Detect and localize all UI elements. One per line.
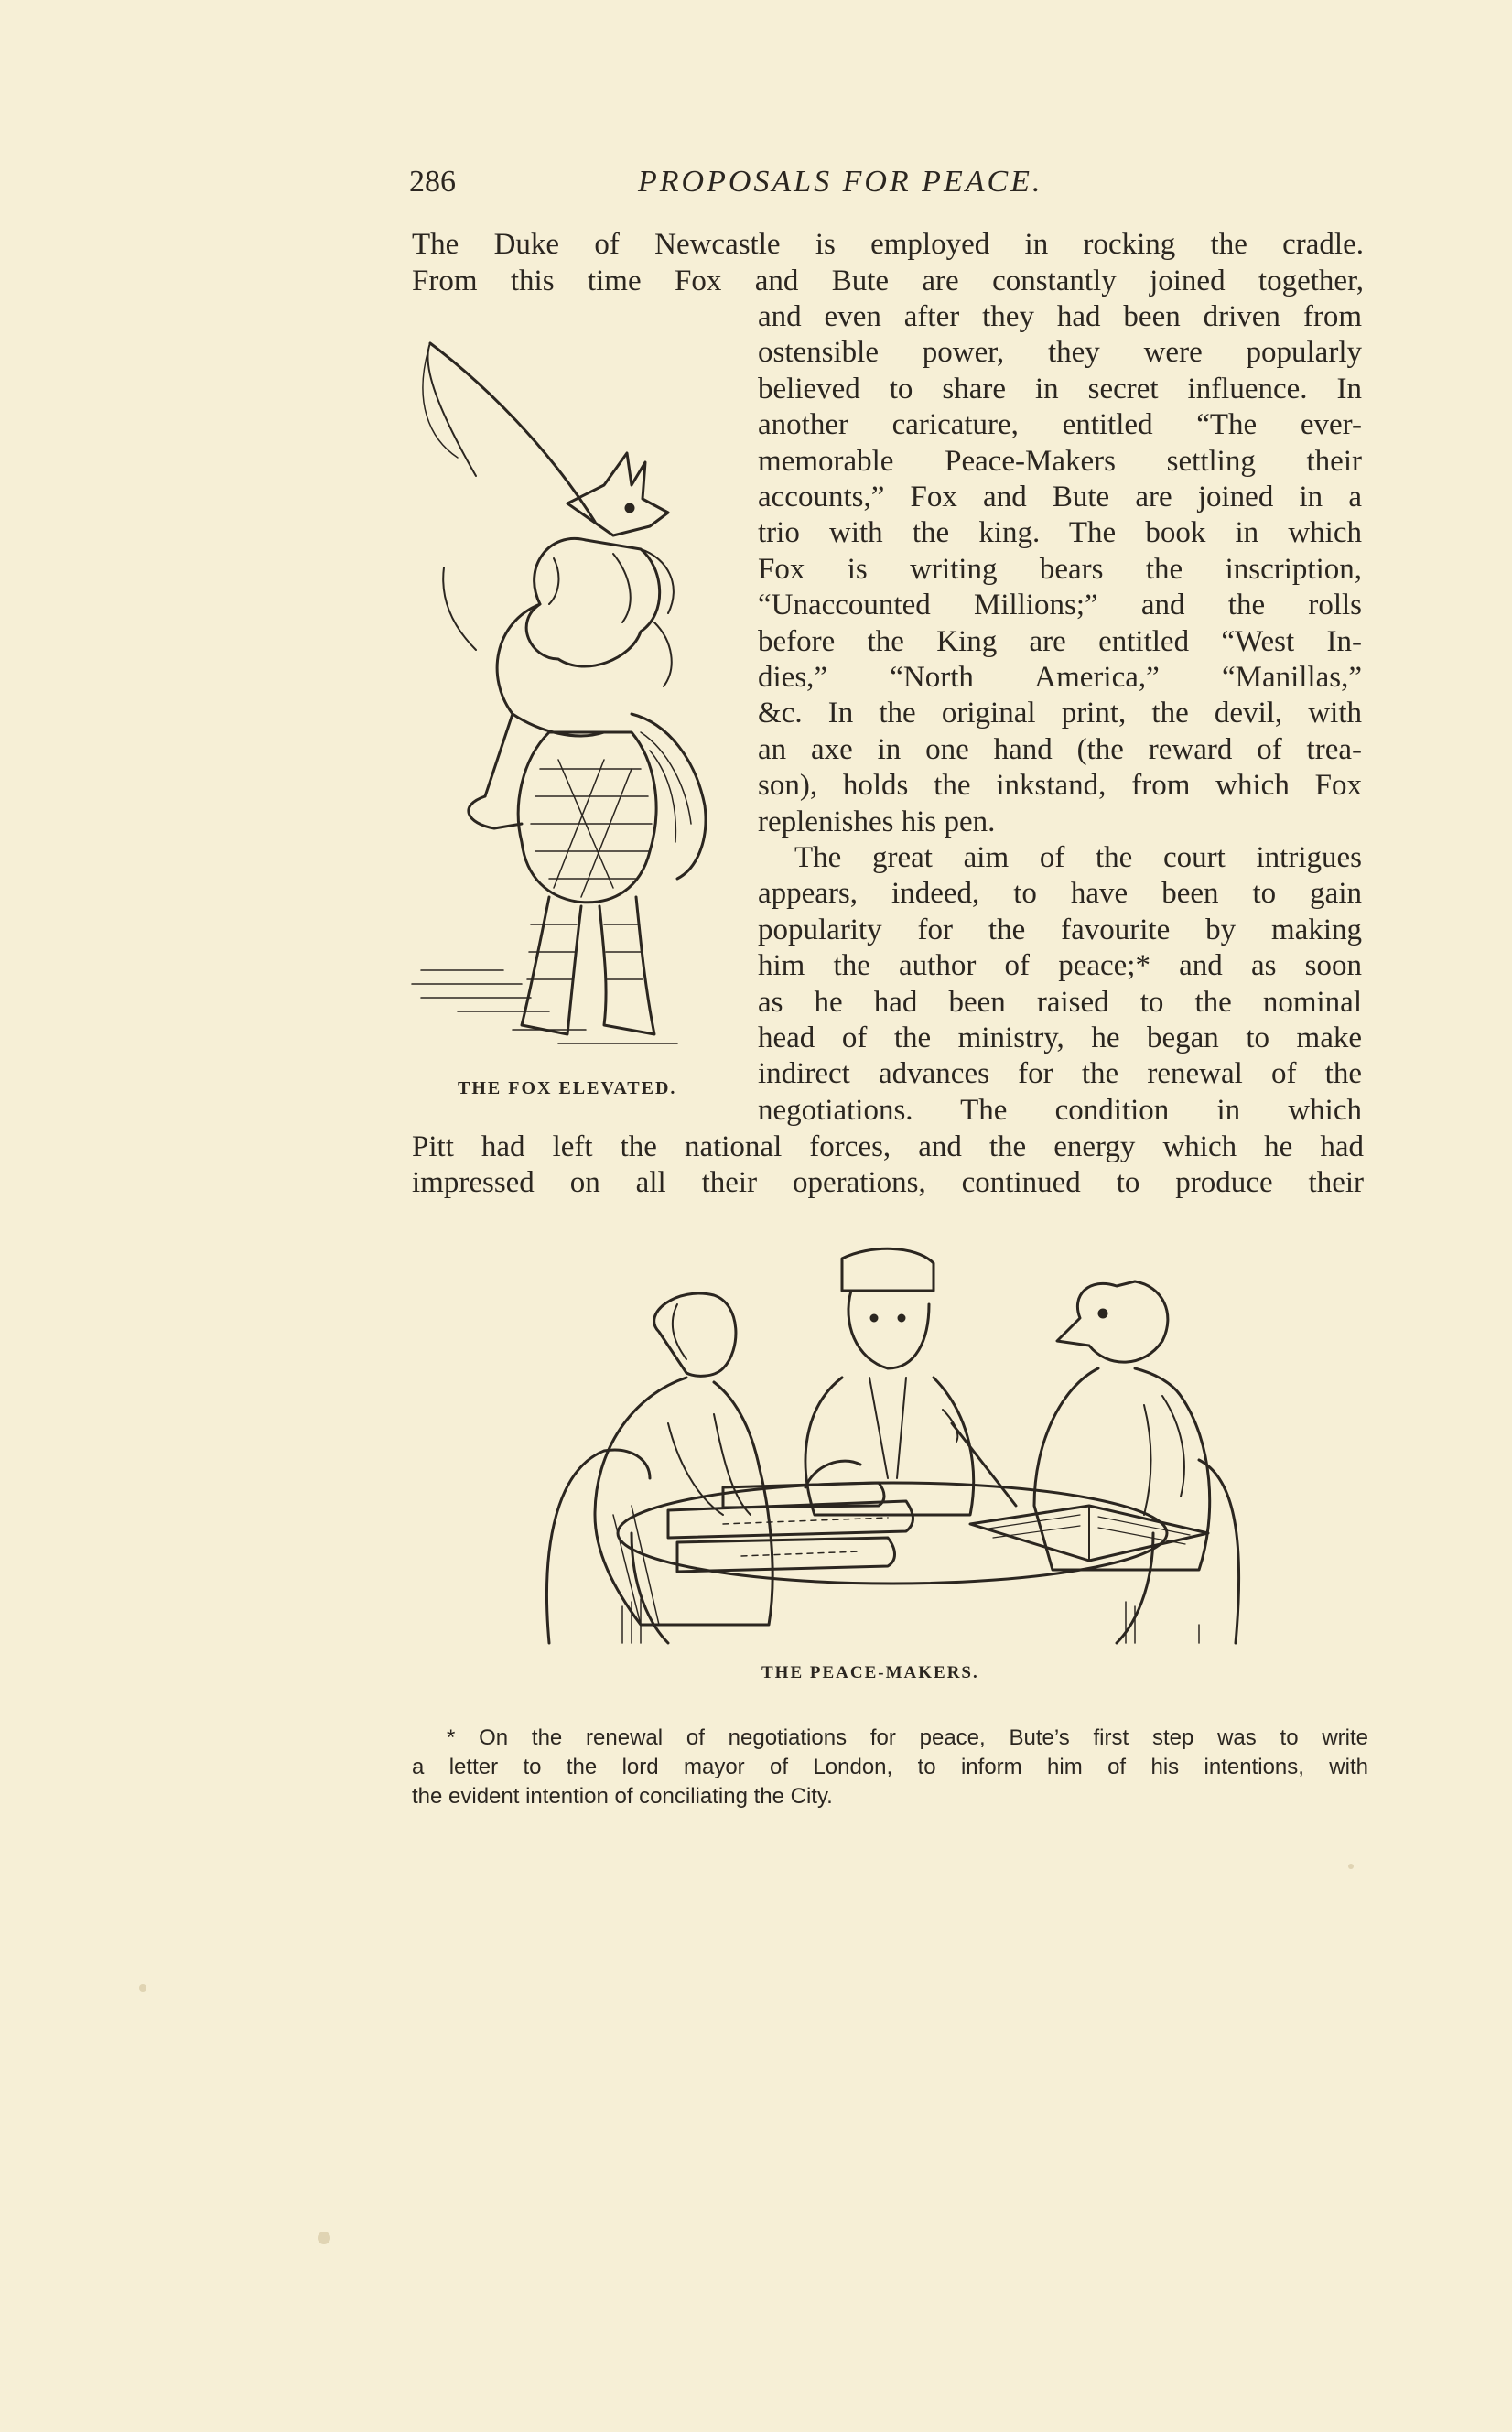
body-line: impressed on all their operations, continued to produce their	[412, 1166, 1364, 1199]
body-line: Fox is writing bears the inscription,	[758, 553, 1362, 586]
body-line: Pitt had left the national forces, and the energy which he had	[412, 1130, 1364, 1163]
footnote-line: * On the renewal of negotiations for peace, Bute’s first step was to write	[447, 1725, 1368, 1750]
paper-spot	[1348, 1864, 1354, 1869]
body-line: as he had been raised to the nominal	[758, 986, 1362, 1019]
body-line: popularity for the favourite by making	[758, 913, 1362, 946]
body-line: &c. In the original print, the devil, with	[758, 697, 1362, 730]
peace-makers-illustration	[540, 1240, 1245, 1652]
body-line: accounts,” Fox and Bute are joined in a	[758, 481, 1362, 513]
fox-caption: THE FOX ELEVATED.	[458, 1078, 677, 1098]
body-line: an axe in one hand (the reward of trea-	[758, 733, 1362, 766]
peace-makers-caption: THE PEACE-MAKERS.	[761, 1663, 979, 1682]
body-line: trio with the king. The book in which	[758, 516, 1362, 549]
body-line: another caricature, entitled “The ever-	[758, 408, 1362, 441]
body-line: him the author of peace;* and as soon	[758, 949, 1362, 982]
body-line: The great aim of the court intrigues	[794, 841, 1362, 874]
body-line: “Unaccounted Millions;” and the rolls	[758, 589, 1362, 622]
body-line: ostensible power, they were popularly	[758, 336, 1362, 369]
body-line: indirect advances for the renewal of the	[758, 1057, 1362, 1090]
footnote-line: a letter to the lord mayor of London, to inform him of his intentions, with	[412, 1755, 1368, 1779]
fox-elevated-illustration	[403, 330, 741, 1053]
footnote-line: the evident intention of conciliating the City.	[412, 1784, 833, 1809]
body-line: head of the ministry, he began to make	[758, 1021, 1362, 1054]
running-head: PROPOSALS FOR PEACE.	[638, 165, 1043, 199]
body-line: and even after they had been driven from	[758, 300, 1362, 333]
body-line: dies,” “North America,” “Manillas,”	[758, 661, 1362, 694]
paper-spot	[318, 2232, 330, 2244]
paper-spot	[139, 1984, 146, 1992]
body-line: memorable Peace-Makers settling their	[758, 445, 1362, 478]
body-line: The Duke of Newcastle is employed in rocking the cradle.	[412, 228, 1364, 261]
page-number: 286	[409, 165, 456, 199]
body-line: appears, indeed, to have been to gain	[758, 877, 1362, 910]
body-line: From this time Fox and Bute are constantly joined together,	[412, 265, 1364, 297]
page-header	[409, 165, 1365, 211]
body-line: son), holds the inkstand, from which Fox	[758, 769, 1362, 802]
body-line: believed to share in secret influence. In	[758, 373, 1362, 405]
body-line: replenishes his pen.	[758, 805, 996, 838]
body-line: before the King are entitled “West In-	[758, 625, 1362, 658]
body-line: negotiations. The condition in which	[758, 1094, 1362, 1127]
